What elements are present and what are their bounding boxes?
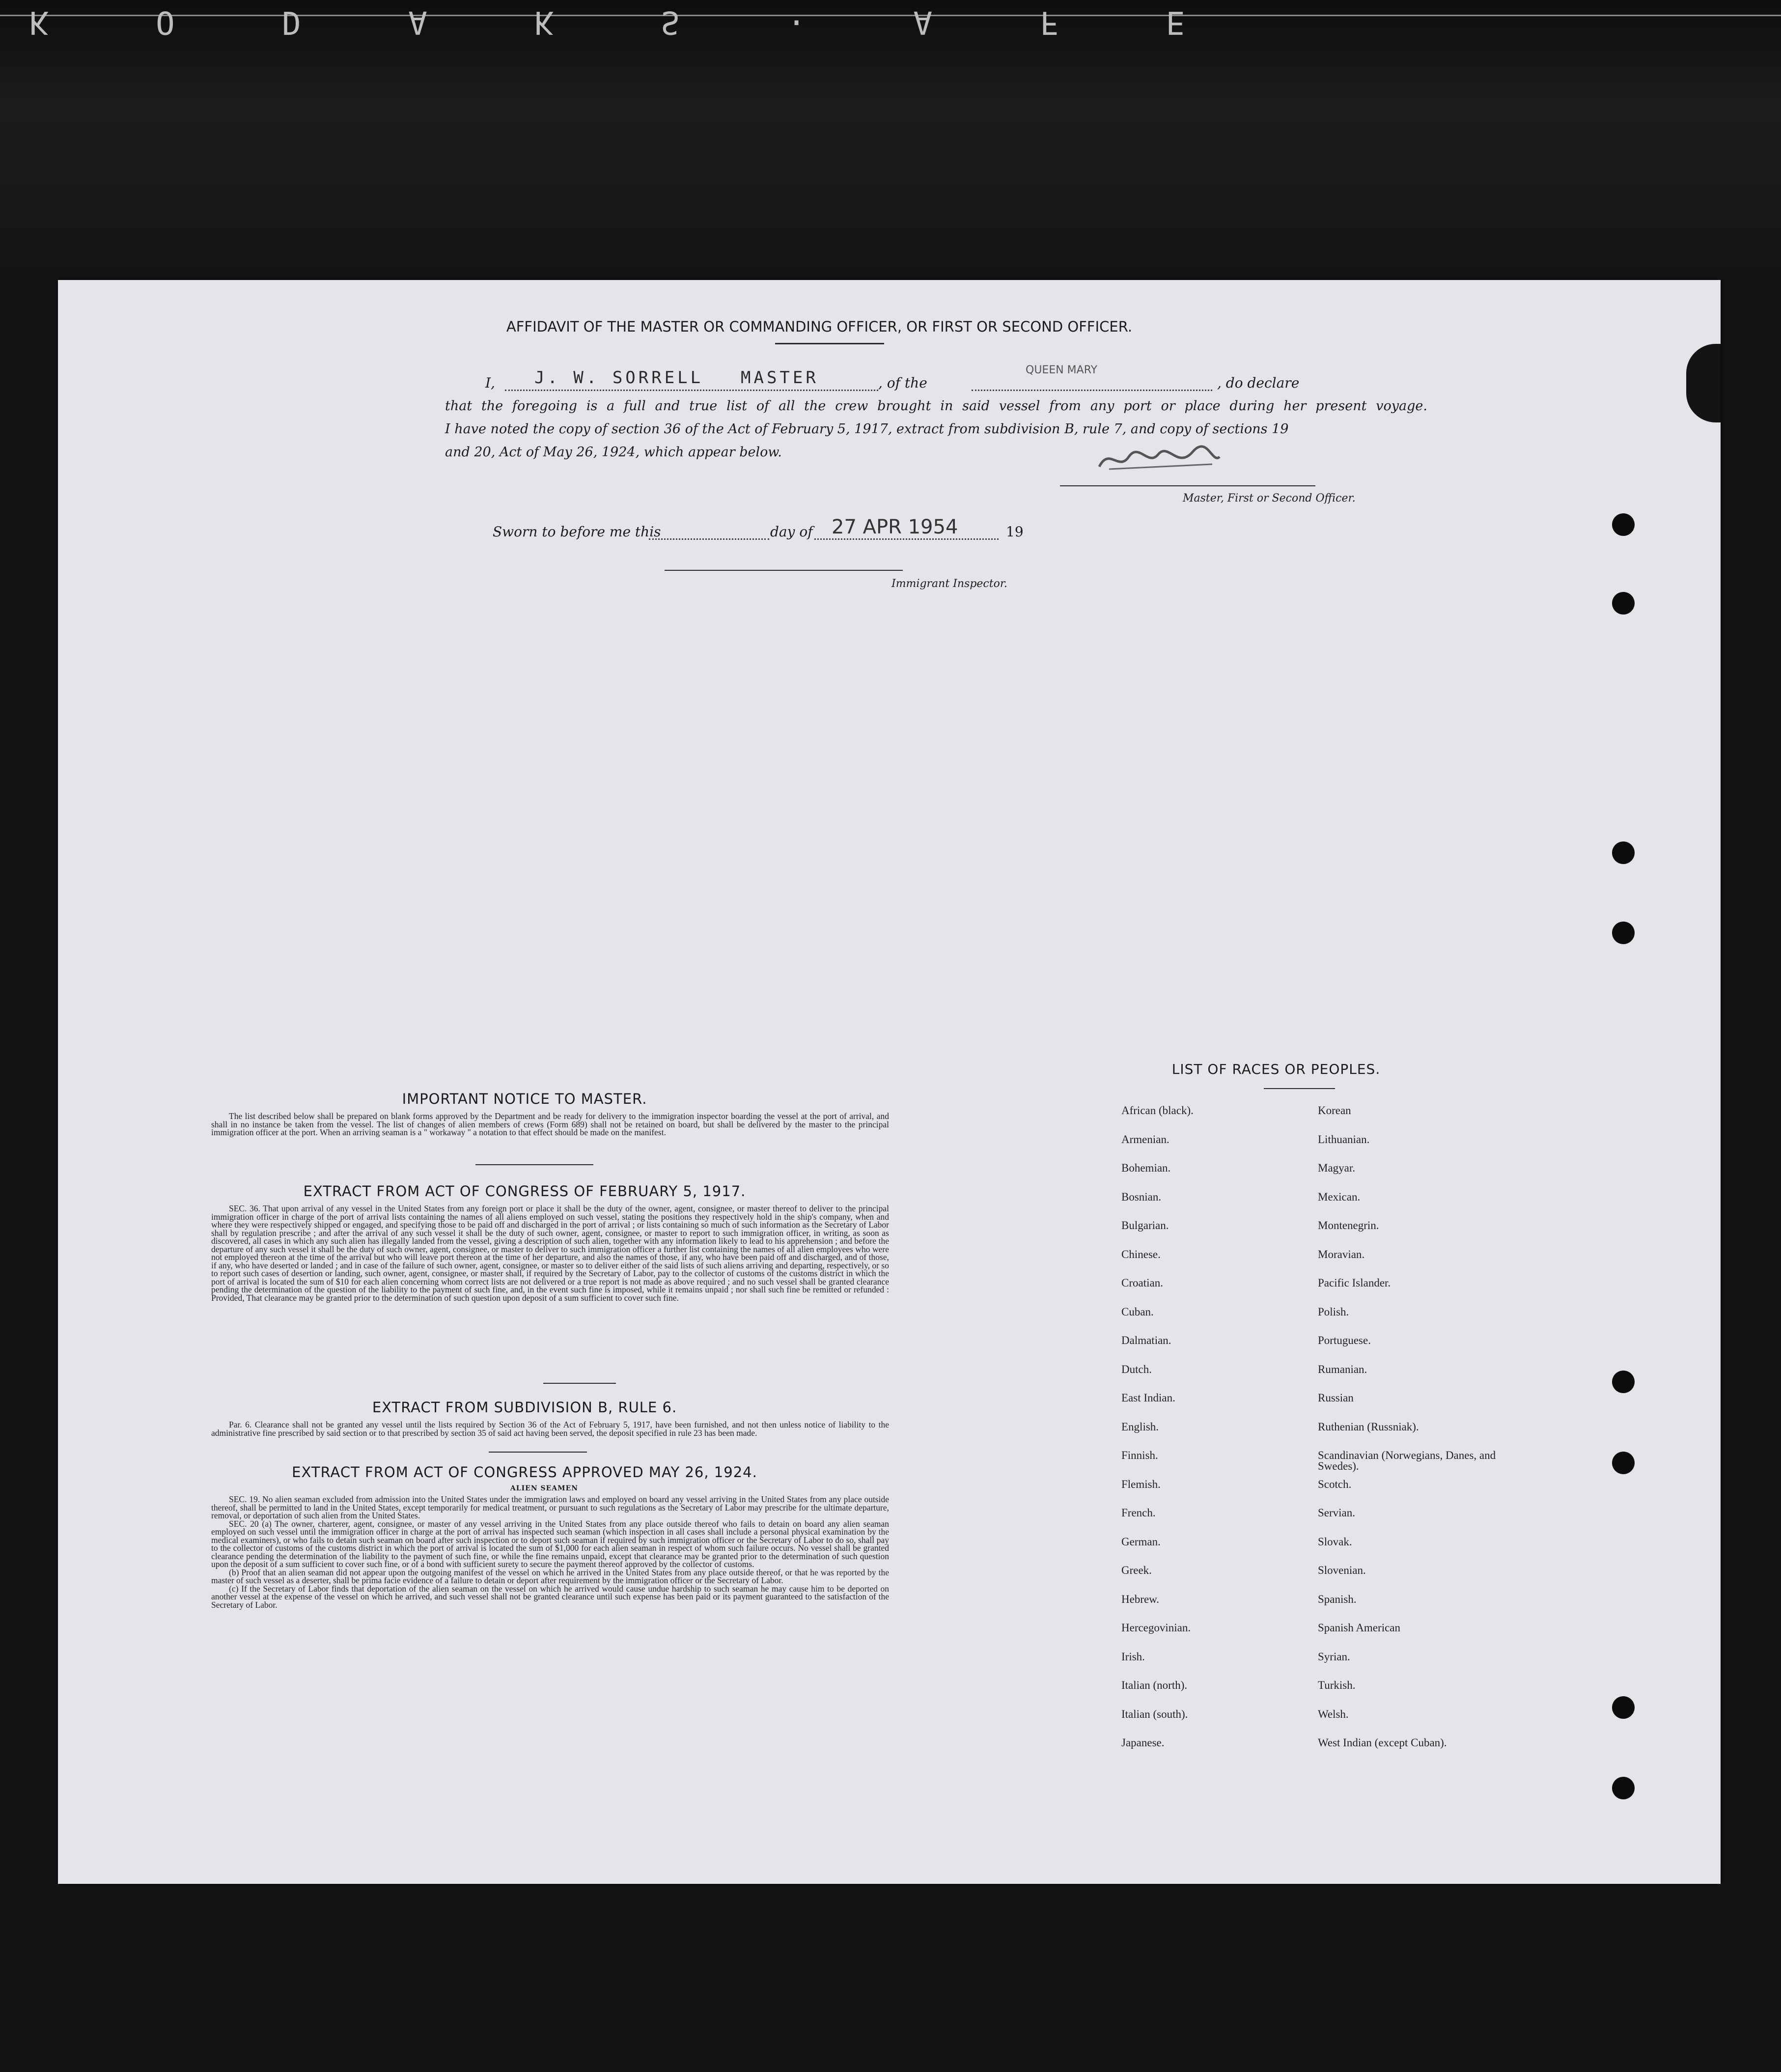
- race-item: Moravian.: [1318, 1248, 1365, 1260]
- race-item: Spanish.: [1318, 1593, 1357, 1605]
- sec-19-paragraph: SEC. 19. No alien seaman excluded from admission into the United States under the immigration laws and employed on board any vessel arriving in the United States from any place outside thereof, shall be permitted to land in the United States, except temporarily for medical treatment, or pursuant to such regulations as the Secretary of Labor may prescribe for the ultimate departure, removal, or deportation of such alien from the United States.: [211, 1494, 889, 1520]
- sworn-label: Sworn to before me this: [493, 524, 661, 540]
- race-item: East Indian.: [1121, 1392, 1175, 1404]
- race-item: Hercegovinian.: [1121, 1622, 1191, 1634]
- year-prefix: 19: [1006, 524, 1024, 540]
- race-item: German.: [1121, 1535, 1161, 1548]
- punch-hole: [1612, 922, 1635, 944]
- race-item: Russian: [1318, 1392, 1354, 1404]
- notice-paragraph: The list described below shall be prepared on blank forms approved by the Department and be ready for delivery to the immigration inspector boarding the vessel at the port of arrival, and shall in no instance be taken from the vessel. The list of changes of alien members of crews (Form 689) shall not be retained on board, but shall be delivered by the master to the principal immigration officer at the port. When an arriving seaman is a " workaway " a notation to that effect should be made on the manifest.: [211, 1111, 889, 1137]
- par-6-paragraph: Par. 6. Clearance shall not be granted any vessel until the lists required by Section 36 of the Act of February 5, 1917, have been furnished, and not then unless notice of liability to the administrative fine prescribed by said section or to that prescribed by section 35 of said act having been served, the deposit specified in rule 23 has been made.: [211, 1420, 889, 1438]
- races-left-column: [1121, 1105, 1308, 1766]
- race-item: Finnish.: [1121, 1449, 1158, 1461]
- race-item: Rumanian.: [1318, 1363, 1367, 1375]
- race-item: Syrian.: [1318, 1650, 1350, 1663]
- extract-1917-text: [211, 1204, 889, 1302]
- race-item: Bulgarian.: [1121, 1219, 1169, 1232]
- do-declare-label: , do declare: [1217, 375, 1300, 391]
- race-item: Cuban.: [1121, 1305, 1154, 1318]
- extract-1924-text: [211, 1495, 889, 1609]
- page-tear: [1686, 344, 1721, 422]
- affidavit-line2: that the foregoing is a full and true list of all the crew brought in said vessel from any port or place during her present voyage.: [445, 398, 1427, 414]
- race-item: Welsh.: [1318, 1708, 1349, 1720]
- race-item: Servian.: [1318, 1507, 1356, 1519]
- races-rule: [1264, 1088, 1335, 1089]
- extract-1917-rule: [543, 1383, 616, 1384]
- races-right-column: [1318, 1105, 1524, 1766]
- race-item: Turkish.: [1318, 1679, 1356, 1691]
- race-item: West Indian (except Cuban).: [1318, 1736, 1447, 1749]
- punch-hole: [1612, 513, 1635, 536]
- race-item: Greek.: [1121, 1564, 1152, 1576]
- sworn-line: [493, 516, 1082, 543]
- punch-hole: [1612, 1371, 1635, 1393]
- race-item: Slovenian.: [1318, 1564, 1366, 1576]
- race-item: Dalmatian.: [1121, 1334, 1171, 1346]
- race-item: Slovak.: [1318, 1535, 1352, 1548]
- race-item: Polish.: [1318, 1305, 1349, 1318]
- document-page: [58, 280, 1721, 1884]
- sworn-day-blank: [649, 521, 769, 540]
- race-item: Korean: [1318, 1104, 1351, 1117]
- race-item: African (black).: [1121, 1104, 1194, 1117]
- master-signature: [1094, 442, 1222, 476]
- race-item: Hebrew.: [1121, 1593, 1160, 1605]
- punch-hole: [1612, 841, 1635, 864]
- race-item: Mexican.: [1318, 1190, 1361, 1203]
- race-item: Magyar.: [1318, 1162, 1356, 1174]
- alien-seamen-subtitle: ALIEN SEAMEN: [510, 1484, 579, 1492]
- race-item: French.: [1121, 1507, 1156, 1519]
- sec-20c-paragraph: (c) If the Secretary of Labor finds that deportation of the alien seaman on the vessel on which he arrived would cause undue hardship to such seaman he may cause him to be deported on another vessel at the expense of the vessel on which he arrived, and such vessel shall not be granted clearance until such expense has been paid or its payment guaranteed to the satisfaction of the Secretary of Labor.: [211, 1583, 889, 1610]
- race-item: Chinese.: [1121, 1248, 1161, 1260]
- notice-rule: [475, 1164, 593, 1165]
- race-item: Dutch.: [1121, 1363, 1152, 1375]
- affidavit-title: AFFIDAVIT OF THE MASTER OR COMMANDING OFFICER, OR FIRST OR SECOND OFFICER.: [506, 318, 1133, 335]
- race-item: Italian (south).: [1121, 1708, 1188, 1720]
- notice-text: [211, 1112, 889, 1137]
- punch-hole: [1612, 1452, 1635, 1474]
- race-item: Armenian.: [1121, 1133, 1169, 1146]
- vessel-stamp: QUEEN MARY: [1026, 364, 1098, 376]
- signature-rule: [1060, 485, 1315, 486]
- sec-20b-paragraph: (b) Proof that an alien seaman did not appear upon the outgoing manifest of the vessel on which he arrived in the United States from any place outside thereof, or that he was reported by the master of such vessel as a deserter, shall be prima facie evidence of a failure to detain or deport after requirement by the immigration officer or the Secretary of Labor.: [211, 1567, 889, 1585]
- race-item: Ruthenian (Russniak).: [1318, 1420, 1419, 1433]
- film-edge-label: K O D A K S · A F E: [29, 4, 1229, 40]
- notice-title: IMPORTANT NOTICE TO MASTER.: [402, 1091, 647, 1107]
- extract-1924-title: EXTRACT FROM ACT OF CONGRESS APPROVED MAY 26, 1924.: [292, 1464, 757, 1481]
- race-item: English.: [1121, 1420, 1159, 1433]
- race-item: Irish.: [1121, 1650, 1145, 1663]
- of-the-label: , of the: [878, 375, 927, 391]
- race-item: Croatian.: [1121, 1277, 1163, 1289]
- race-item: Scandinavian (Norwegians, Danes, and Swedes).: [1318, 1449, 1496, 1472]
- punch-hole: [1612, 592, 1635, 615]
- title-rule: [775, 343, 884, 344]
- inspector-caption: Immigrant Inspector.: [891, 578, 1007, 590]
- punch-hole: [1612, 1777, 1635, 1799]
- punch-hole: [1612, 1696, 1635, 1719]
- signature-caption: Master, First or Second Officer.: [1183, 492, 1356, 504]
- date-stamp: 27 APR 1954: [832, 516, 958, 538]
- affidavit-line1: [485, 364, 1433, 393]
- race-item: Lithuanian.: [1318, 1133, 1370, 1146]
- race-item: Spanish American: [1318, 1622, 1400, 1634]
- race-item: Bohemian.: [1121, 1162, 1171, 1174]
- day-of-label: day of: [770, 524, 813, 540]
- sec-36-paragraph: SEC. 36. That upon arrival of any vessel in the United States from any foreign port or place it shall be the duty of the owner, agent, consignee, or master thereof to deliver to the principal immigration officer in charge of the port of arrival lists containing the names of all aliens employed on such vessel, stating the positions they respectively hold in the ship's company, when and where they were respectively shipped or engaged, and specifying those to be paid off and discharged in the port of arrival ; or lists containing so much of such information as the Secretary of Labor shall by regulation prescribe ; and after the arrival of any such vessel it shall be the duty of such owner, agent, consignee, or master to report to such immigration officer, in writing, as soon as discovered, all cases in which any such alien has illegally landed from the vessel, giving a description of such alien, together with any information likely to lead to his apprehension ; and before the departure of any such vessel it shall be the duty of such owner, agent, consignee, or master to deliver to such immigration officer a further list containing the names of all alien employees who were not employed thereon at the time of the arrival but who will leave port thereon at the time of her departure, and also the names of those, if any, who have been paid off and discharged, and of those, if any, who have deserted or landed ; and in case of the failure of such owner, agent, consignee, or master so to deliver either of the said lists of such aliens arriving and departing, respectively, or so to report such cases of desertion or landing, such owner, agent, consignee, or master shall, if required by the Secretary of Labor, pay to the collector of customs of the customs district in which the port of arrival is located the sum of $10 for each alien concerning whom correct lists are not delivered or a true report is not made as above required ; and no such vessel shall be granted clearance pending the determination of the question of the liability to the payment of such fine, and, in the event such fine is imposed, while it remains unpaid ; nor shall such fine be remitted or refunded : Provided, That clearance may be granted prior to the determination of such question upon deposit of a sum sufficient to cover such fine.: [211, 1204, 889, 1303]
- race-item: Flemish.: [1121, 1478, 1161, 1490]
- extract-1917-title: EXTRACT FROM ACT OF CONGRESS OF FEBRUARY 5, 1917.: [303, 1183, 746, 1200]
- master-name: J. W. SORRELL: [534, 368, 704, 388]
- race-item: Scotch.: [1318, 1478, 1352, 1490]
- races-title: LIST OF RACES OR PEOPLES.: [1171, 1061, 1381, 1077]
- affidavit-line4: and 20, Act of May 26, 1924, which appear below.: [445, 445, 782, 460]
- rule6-rule: [489, 1452, 587, 1453]
- race-item: Montenegrin.: [1318, 1219, 1379, 1232]
- rule6-title: EXTRACT FROM SUBDIVISION B, RULE 6.: [372, 1399, 677, 1416]
- inspector-rule: [665, 570, 903, 571]
- race-item: Pacific Islander.: [1318, 1277, 1391, 1289]
- master-rank: MASTER: [741, 368, 819, 388]
- race-item: Bosnian.: [1121, 1190, 1162, 1203]
- race-item: Portuguese.: [1318, 1334, 1371, 1346]
- affidavit-line3: I have noted the copy of section 36 of the Act of February 5, 1917, extract from subdivision B, rule 7, and copy of sections 19: [445, 421, 1289, 437]
- rule6-text: [211, 1421, 889, 1437]
- race-item: Italian (north).: [1121, 1679, 1188, 1691]
- race-item: Japanese.: [1121, 1736, 1165, 1749]
- i-label: I,: [485, 375, 495, 391]
- sec-20a-paragraph: SEC. 20 (a) The owner, charterer, agent, consignee, or master of any vessel arriving in the United States from any place outside thereof who fails to detain on board any alien seaman employed on such vessel until the immigration officer in charge at the port of arrival has inspected such seaman (which inspection in all cases shall include a personal physical examination by the medical examiners), or who fails to detain such seaman on board after such inspection or to deport such seaman if required by such immigration officer or the Secretary of Labor to do so, shall pay to the collector of customs of the customs district in which the port of arrival is located the sum of $1,000 for each alien seaman in respect of whom such failure occurs. No vessel shall be granted clearance pending the determination of the liability to the payment of such fine, or while the fine remains unpaid, except that clearance may be granted prior to the determination of such question upon the deposit of a sum sufficient to cover such fine, or of a bond with sufficient surety to secure the payment thereof approved by the collector of customs.: [211, 1518, 889, 1569]
